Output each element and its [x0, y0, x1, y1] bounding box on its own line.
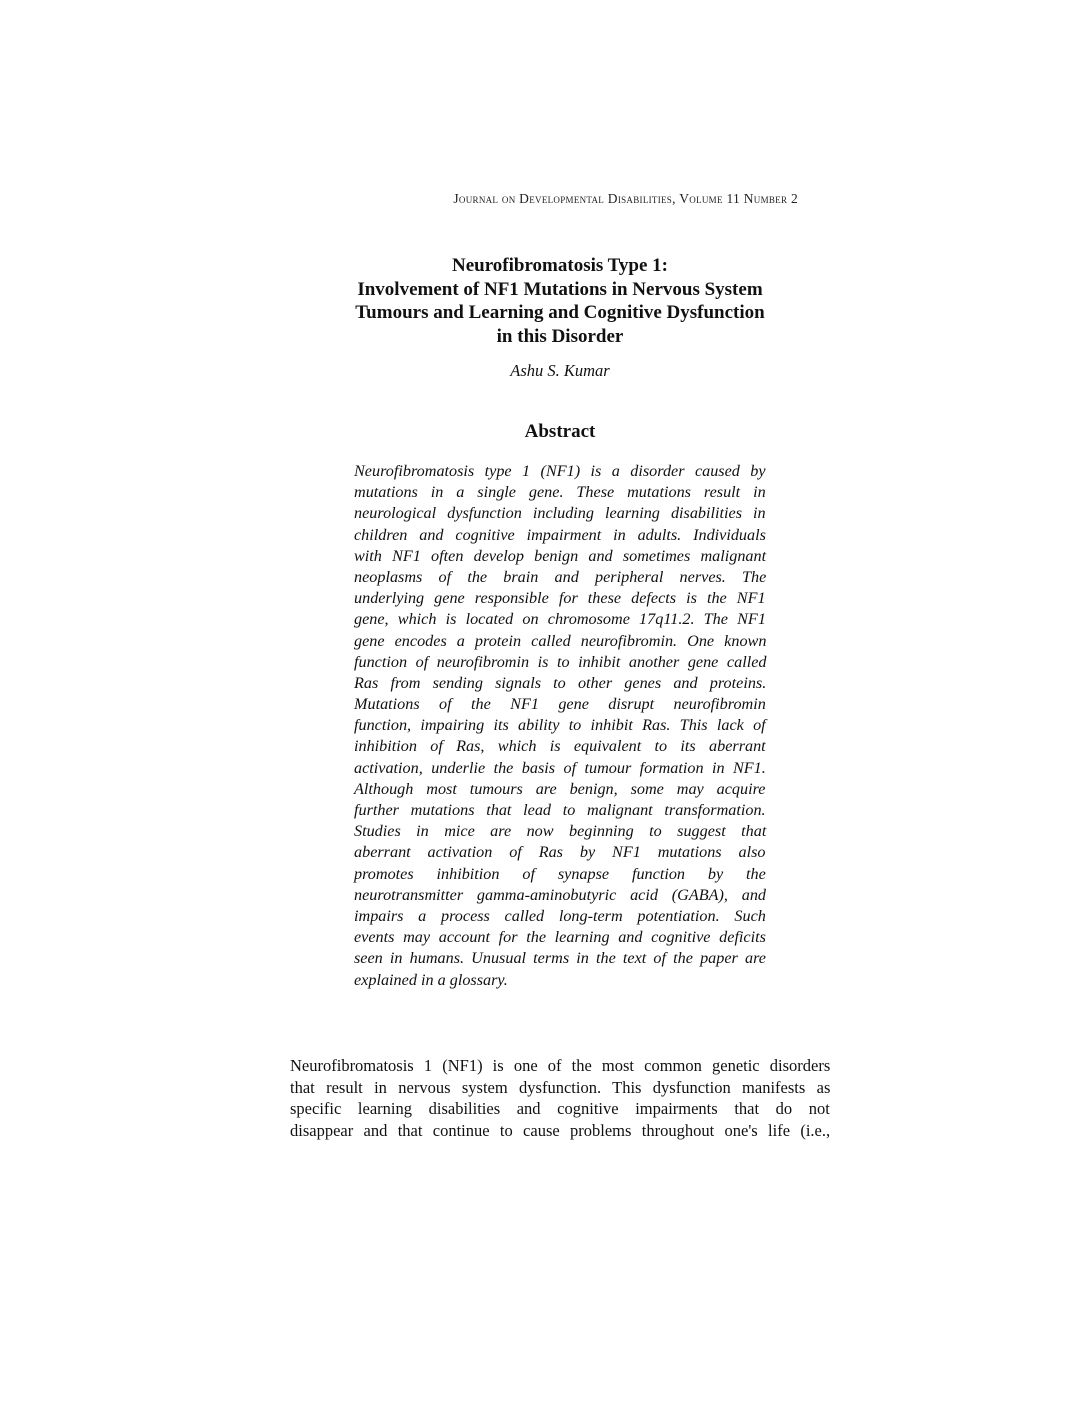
body-line: that result in nervous system dysfunction. This dysfunction manifests as: [290, 1077, 831, 1097]
title-line: Involvement of NF1 Mutations in Nervous System: [357, 278, 763, 300]
abstract-line: underlying gene responsible for these defects is the NF1: [354, 589, 766, 608]
abstract-heading: Abstract: [524, 421, 596, 442]
abstract-line: seen in humans. Unusual terms in the text of the paper are: [354, 949, 766, 968]
author-name: Ashu S. Kumar: [510, 361, 610, 380]
paper-title: [290, 254, 830, 348]
abstract-line: neurological dysfunction including learning disabilities in: [354, 504, 766, 523]
abstract-line: Ras from sending signals to other genes and proteins.: [354, 673, 767, 692]
abstract-line: function, impairing its ability to inhibit Ras. This lack of: [354, 716, 766, 735]
abstract-line: Neurofibromatosis type 1 (NF1) is a disorder caused by: [354, 462, 766, 480]
abstract-line: promotes inhibition of synapse function by the: [354, 864, 766, 883]
abstract-line: with NF1 often develop benign and sometimes malignant: [354, 546, 767, 565]
abstract-line: inhibition of Ras, which is equivalent to its aberrant: [354, 737, 766, 756]
abstract-line: Although most tumours are benign, some may acquire: [354, 779, 766, 798]
body-line: disappear and that continue to cause problems throughout one's life (i.e.,: [290, 1120, 831, 1140]
running-head: Journal on Developmental Disabilities, Volume 11 Number 2: [453, 191, 798, 206]
abstract-line: explained in a glossary.: [354, 970, 508, 989]
abstract-body: [354, 461, 766, 991]
abstract-line: mutations in a single gene. These mutations result in: [354, 483, 766, 502]
abstract-line: function of neurofibromin is to inhibit another gene called: [354, 652, 767, 671]
abstract-line: children and cognitive impairment in adults. Individuals: [354, 525, 766, 544]
abstract-line: Mutations of the NF1 gene disrupt neurofibromin: [354, 695, 766, 714]
title-line: Neurofibromatosis Type 1:: [451, 255, 669, 276]
body-paragraph: [290, 1055, 830, 1141]
abstract-line: aberrant activation of Ras by NF1 mutations also: [354, 843, 766, 862]
abstract-line: events may account for the learning and cognitive deficits: [354, 928, 766, 947]
abstract-line: further mutations that lead to malignant transformation.: [354, 801, 766, 819]
abstract-line: Studies in mice are now beginning to suggest that: [354, 822, 767, 841]
abstract-line: activation, underlie the basis of tumour formation in NF1.: [354, 758, 766, 777]
body-line: Neurofibromatosis 1 (NF1) is one of the most common genetic disorders: [290, 1056, 831, 1075]
abstract-line: gene, which is located on chromosome 17q11.2. The NF1: [354, 610, 766, 629]
title-line: Tumours and Learning and Cognitive Dysfunction: [355, 302, 765, 323]
abstract-line: neoplasms of the brain and peripheral nerves. The: [354, 567, 767, 586]
abstract-line: gene encodes a protein called neurofibromin. One known: [354, 631, 767, 650]
title-line: in this Disorder: [496, 325, 624, 347]
abstract-line: impairs a process called long-term potentiation. Such: [354, 906, 766, 925]
body-line: specific learning disabilities and cognitive impairments that do not: [290, 1099, 830, 1119]
abstract-line: neurotransmitter gamma-aminobutyric acid (GABA), and: [354, 885, 767, 904]
